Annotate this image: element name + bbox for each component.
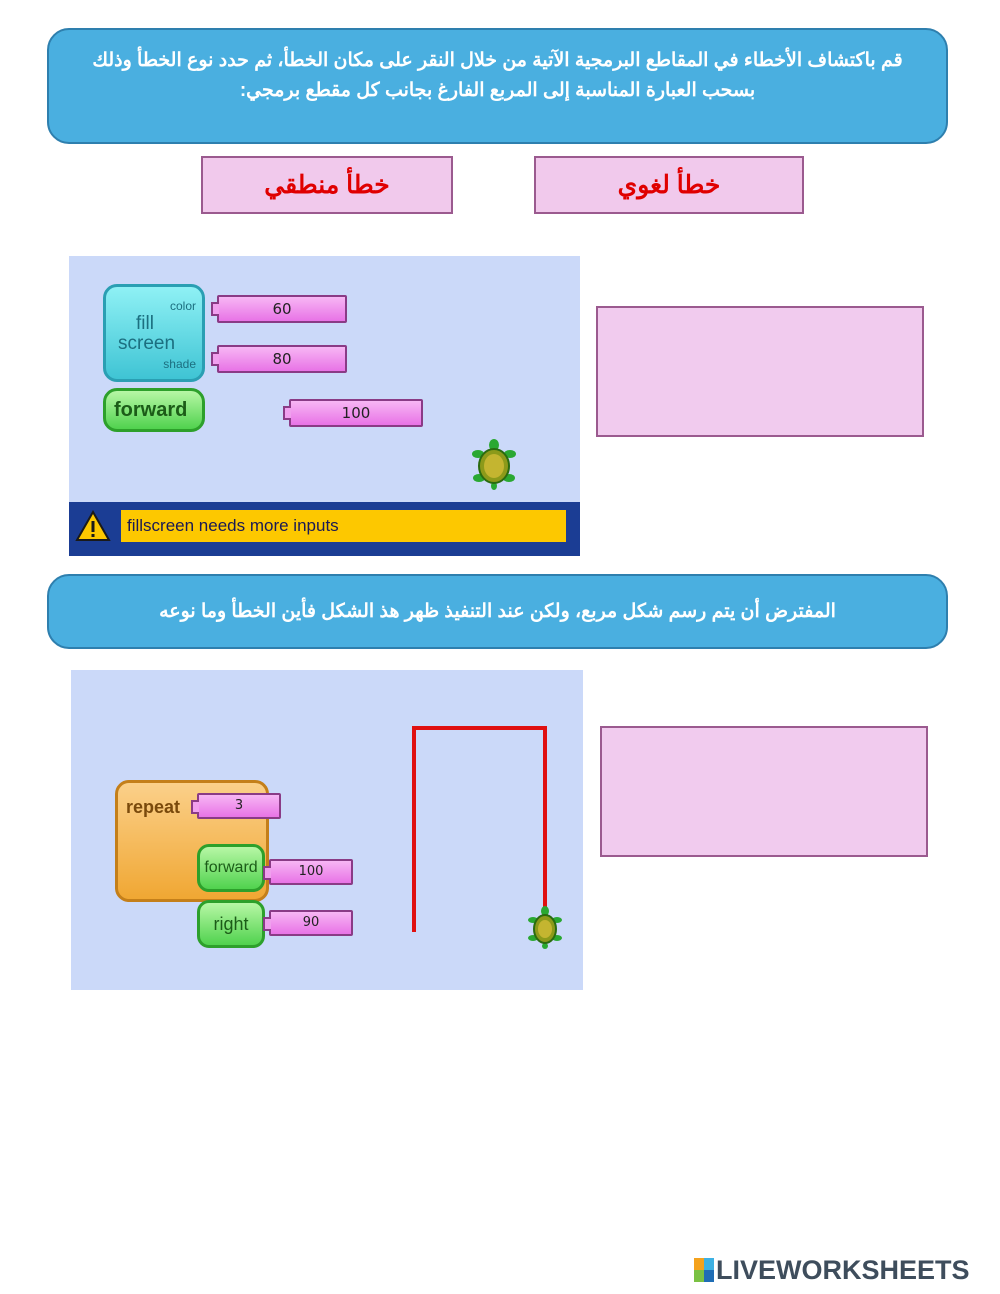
right-block[interactable]: right [197, 900, 265, 948]
turtle-drawing [71, 670, 583, 990]
liveworksheets-logo [694, 1255, 970, 1285]
shade-input[interactable]: 80 [217, 345, 347, 373]
liveworksheets-mark-icon [694, 1258, 714, 1282]
repeat-label: repeat [126, 797, 181, 817]
answer-drop-zone-2[interactable] [600, 726, 928, 857]
color-input[interactable]: 60 [217, 295, 347, 323]
shade-param-label: shade [163, 357, 196, 371]
repeat-count-input[interactable]: 3 [197, 793, 281, 819]
screen-label: screen [118, 333, 176, 354]
turtle-icon [469, 438, 519, 490]
syntax-error-option[interactable]: خطأ لغوي [534, 156, 804, 214]
fill-label: fill [136, 313, 154, 334]
instruction-banner [47, 28, 948, 144]
right-angle-input[interactable]: 90 [269, 910, 353, 936]
warning-message: fillscreen needs more inputs [121, 510, 566, 542]
drawn-path [414, 728, 545, 932]
code-panel-1[interactable] [69, 256, 580, 556]
color-param-label: color [169, 299, 196, 313]
question-text: المفترض أن يتم رسم شكل مربع، ولكن عند التنفيذ ظهر هذ الشكل فأين الخطأ وما نوعه [159, 601, 836, 622]
turtle-icon [527, 906, 563, 950]
fillscreen-block[interactable] [103, 284, 205, 382]
brand-name: LIVEWORKSHEETS [716, 1254, 970, 1285]
forward-input[interactable]: 100 [289, 399, 423, 427]
answer-drop-zone-1[interactable] [596, 306, 924, 437]
error-message-bar [69, 502, 580, 556]
warning-icon [75, 508, 111, 544]
forward-block[interactable]: forward [103, 388, 205, 432]
logical-error-option[interactable]: خطأ منطقي [201, 156, 453, 214]
question-banner [47, 574, 948, 649]
code-panel-2[interactable] [71, 670, 583, 990]
instruction-text: قم باكتشاف الأخطاء في المقاطع البرمجية الآتية من خلال النقر على مكان الخطأ، ثم حدد نوع الخطأ وذلك بسحب العبارة المناسبة إلى المربع الفارغ بجانب كل مقطع برمجي: [92, 50, 903, 101]
forward-distance-input[interactable]: 100 [269, 859, 353, 885]
forward-block[interactable]: forward [197, 844, 265, 892]
